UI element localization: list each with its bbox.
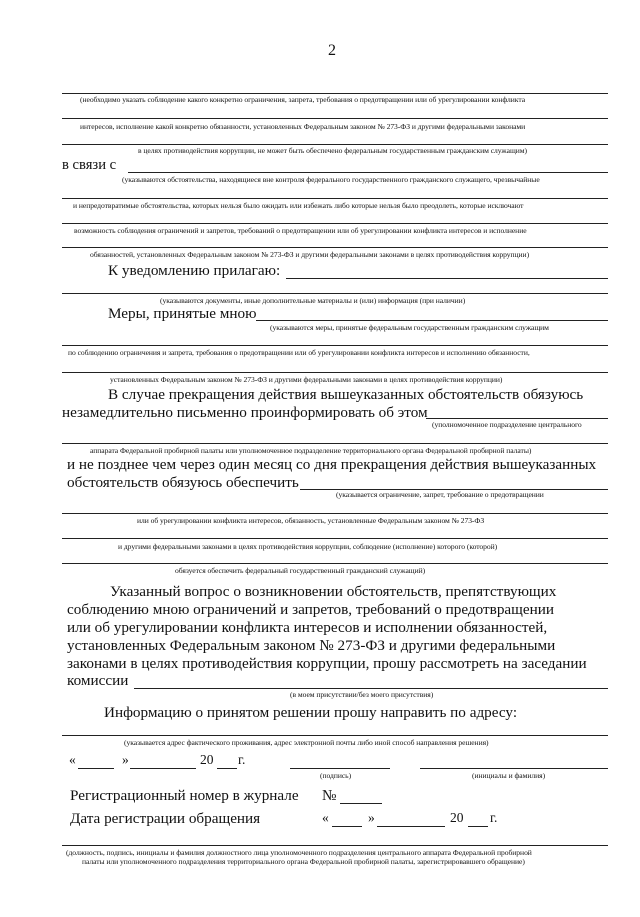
caption-obliged: обязуется обеспечить федеральный государственный гражданский служащий) xyxy=(175,566,426,575)
name-field[interactable] xyxy=(420,768,608,769)
blank-line xyxy=(62,443,608,444)
caption-circumstances: (указываются обстоятельства, находящиеся вне контроля федерального государственного гражданского служащего, чрезвычайные xyxy=(122,175,540,184)
caption-obligation: интересов, исполнение какой конкретно обязанности, установленных Федеральным законом № 273-ФЗ и другими федеральными законами xyxy=(80,122,526,131)
caption-other-laws: и другими федеральными законами в целях противодействия коррупции, соблюдение (исполнение) которого (которой) xyxy=(118,542,498,551)
registration-number-label: Регистрационный номер в журнале xyxy=(70,787,299,804)
reg-year-suffix: г. xyxy=(490,810,498,825)
blank-line xyxy=(62,223,608,224)
caption-measures: (указываются меры, принятые федеральным государственным гражданским служащим xyxy=(270,323,549,332)
question-text-6: комиссии xyxy=(67,672,129,689)
blank-line xyxy=(62,563,608,564)
in-connection-label: в связи с xyxy=(62,157,117,173)
reg-year-field[interactable] xyxy=(468,826,488,827)
date-year-field[interactable] xyxy=(217,768,237,769)
caption-address: (указывается адрес фактического проживания, адрес электронной почты либо иной способ направления решения) xyxy=(124,738,489,747)
blank-line xyxy=(62,293,608,294)
termination-text-1: В случае прекращения действия вышеуказанных обстоятельств обязуюсь xyxy=(108,386,584,403)
question-text-2: соблюдению мною ограничений и запретов, требований о предотвращении xyxy=(67,601,554,618)
registration-date-label: Дата регистрации обращения xyxy=(70,810,261,827)
blank-line xyxy=(62,538,608,539)
caption-official-2: палаты или уполномоченного подразделения территориального органа Федеральной пробирной палаты, зарегистрировавшего обращение) xyxy=(82,857,525,866)
number-sign: № xyxy=(322,787,337,804)
caption-restriction-prevention: (указывается ограничение, запрет, требование о предотвращении xyxy=(336,490,544,499)
reg-year-prefix: 20 xyxy=(450,810,464,825)
caption-presence: (в моем присутствии/без моего присутствия) xyxy=(290,690,434,699)
address-request-text: Информацию о принятом решении прошу направить по адресу: xyxy=(104,704,518,721)
presence-field[interactable] xyxy=(134,688,608,689)
date-month-field[interactable] xyxy=(130,768,196,769)
date-year-suffix: г. xyxy=(238,752,246,767)
blank-line xyxy=(62,144,608,145)
date-day-field[interactable] xyxy=(78,768,114,769)
deadline-text-1: и не позднее чем через один месяц со дня прекращения действия вышеуказанных xyxy=(67,456,597,473)
caption-authorized-unit: (уполномоченное подразделение центрального xyxy=(432,420,582,429)
question-text-4: установленных Федеральным законом № 273-ФЗ и другими федеральными xyxy=(67,637,556,654)
caption-established: установленных Федеральным законом № 273-ФЗ и другими федеральными законами в целях противодействия коррупции) xyxy=(110,375,503,384)
caption-apparatus: аппарата Федеральной пробирной палаты или уполномоченное подразделение территориального органа Федеральной пробирной палаты) xyxy=(90,446,532,455)
address-field[interactable] xyxy=(62,735,608,736)
blank-line xyxy=(62,247,608,248)
caption-corruption: в целях противодействия коррупции, не может быть обеспечено федеральным государственным гражданским служащим) xyxy=(138,146,527,155)
caption-settlement: или об урегулировании конфликта интересов, обязанность, установленные Федеральным законом № 273-ФЗ xyxy=(137,516,485,525)
blank-line xyxy=(62,198,608,199)
caption-duties: обязанностей, установленных Федеральным законом № 273-ФЗ и другими федеральными законами в целях противодействия коррупции) xyxy=(90,250,530,259)
attachments-field[interactable] xyxy=(286,278,608,279)
date-close-quote: » xyxy=(122,752,129,767)
blank-line xyxy=(62,513,608,514)
reg-date-open-quote: « xyxy=(322,810,329,825)
caption-initials: (инициалы и фамилия) xyxy=(472,771,546,780)
question-text-1: Указанный вопрос о возникновении обстоятельств, препятствующих xyxy=(110,583,557,600)
inform-field[interactable] xyxy=(426,418,608,419)
blank-line xyxy=(62,372,608,373)
caption-official-1: (должность, подпись, инициалы и фамилия должностного лица уполномоченного подразделения центрального аппарата Федеральной пробирной xyxy=(66,848,532,857)
page-number: 2 xyxy=(328,42,336,59)
caption-signature: (подпись) xyxy=(320,771,352,780)
reg-month-field[interactable] xyxy=(377,826,445,827)
reg-date-close-quote: » xyxy=(368,810,375,825)
date-year-prefix: 20 xyxy=(200,752,214,767)
measures-field[interactable] xyxy=(256,320,608,321)
blank-line xyxy=(62,93,608,94)
caption-documents: (указываются документы, иные дополнительные материалы и (или) информация (при наличии) xyxy=(160,296,466,305)
blank-line xyxy=(62,118,608,119)
attachments-label: К уведомлению прилагаю: xyxy=(108,262,281,279)
official-field[interactable] xyxy=(62,845,608,846)
reason-field[interactable] xyxy=(128,172,608,173)
question-text-3: или об урегулировании конфликта интересов и исполнении обязанностей, xyxy=(67,619,548,636)
blank-line xyxy=(62,345,608,346)
registration-number-field[interactable] xyxy=(340,803,382,804)
caption-restriction: (необходимо указать соблюдение какого конкретно ограничения, запрета, требования о предотвращении или об урегулировании конфликта xyxy=(80,95,526,104)
signature-field[interactable] xyxy=(290,768,390,769)
date-open-quote: « xyxy=(69,752,76,767)
deadline-text-2: обстоятельств обязуюсь обеспечить xyxy=(67,474,299,491)
measures-label: Меры, принятые мною xyxy=(108,305,257,322)
question-text-5: законами в целях противодействия коррупции, прошу рассмотреть на заседании xyxy=(67,655,587,672)
caption-possibility: возможность соблюдения ограничений и запретов, требований о предотвращении или об урегулировании конфликта интересов и исполнение xyxy=(74,226,527,235)
caption-compliance: по соблюдению ограничения и запрета, требования о предотвращении или об урегулировании конфликта интересов и исполнению обязанности, xyxy=(68,348,530,357)
caption-unavoidable: и непредотвратимые обстоятельства, которых нельзя было ожидать или избежать либо которые нельзя было преодолеть, которые исключают xyxy=(73,201,524,210)
reg-day-field[interactable] xyxy=(332,826,362,827)
termination-text-2: незамедлительно письменно проинформировать об этом xyxy=(62,404,428,421)
